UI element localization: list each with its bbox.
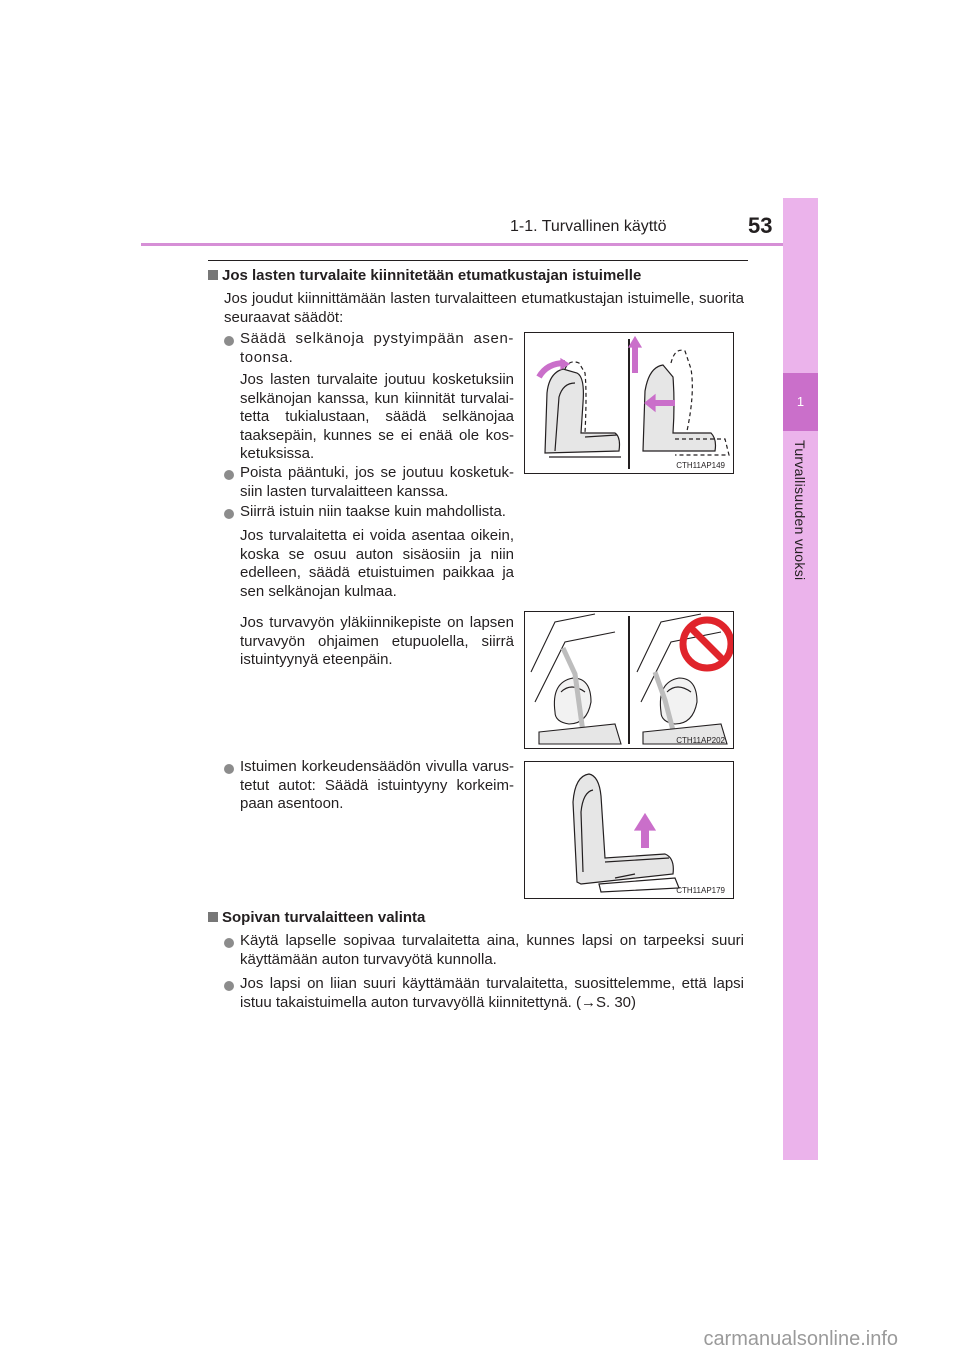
page-number: 53 bbox=[748, 213, 773, 238]
watermark: carmanualsonline.info bbox=[703, 1328, 898, 1350]
section1-heading bbox=[208, 267, 641, 284]
section2-bullet1: Käytä lapselle sopivaa turvalaitetta aina, kunnes lapsi on tarpeeksi suuri käyttämään auton turvavyötä kunnolla. bbox=[240, 932, 744, 968]
figure-seat-height bbox=[524, 761, 734, 899]
section-rule bbox=[208, 260, 748, 261]
bullet1-subtext: Jos lasten turvalaite joutuu kosketuksiin selkänojan kanssa, kun kiinnität turvalai-tetta tukialustaan, säädä selkänojaa taaksepäin, kunnes se ei enää ole kos-ketuksissa. bbox=[240, 371, 514, 462]
side-tab-number: 1 bbox=[783, 373, 818, 431]
bullet-dot-icon bbox=[224, 981, 234, 991]
section2-bullet2: Jos lapsi on liian suuri käyttämään turvalaitetta, suosittelemme, että lapsi istuu takaistuimella auton turvavyöllä kiinnitettynä. (→S. 30) bbox=[240, 975, 744, 1011]
bullet-dot-icon bbox=[224, 938, 234, 948]
figure-child-belt bbox=[524, 611, 734, 749]
square-bullet-icon bbox=[208, 270, 218, 280]
bullet-dot-icon bbox=[224, 470, 234, 480]
section-header: 1-1. Turvallinen käyttö bbox=[510, 218, 667, 235]
child-belt-illustration bbox=[525, 612, 733, 748]
bullet4-text: Istuimen korkeudensäädön vivulla varus-tetut autot: Säädä istuintyyny korkeim-paan asentoon. bbox=[240, 758, 514, 812]
bullet3-subtext-2: Jos turvavyön yläkiinnikepiste on lapsen turvavyön ohjaimen etupuolella, siirrä istuintyynyä eteenpäin. bbox=[240, 614, 514, 668]
figure-code: CTH11AP202 bbox=[676, 736, 725, 745]
bullet3-text: Siirrä istuin niin taakse kuin mahdollista. bbox=[240, 503, 506, 520]
bullet-dot-icon bbox=[224, 509, 234, 519]
side-tab-bar bbox=[783, 198, 818, 1160]
figure-seat-backrest bbox=[524, 332, 734, 474]
seat-height-illustration bbox=[525, 762, 733, 898]
section2-title: Sopivan turvalaitteen valinta bbox=[222, 909, 426, 926]
bullet3-subtext: Jos turvalaitetta ei voida asentaa oikein, koska se osuu auton sisäosiin ja niin edelleen, säädä etuistuimen paikkaa ja sen selkänojan kulmaa. bbox=[240, 527, 514, 600]
bullet-dot-icon bbox=[224, 336, 234, 346]
bullet1-text: Säädä selkänoja pystyimpään asen-toonsa. bbox=[240, 330, 514, 366]
section1-title: Jos lasten turvalaite kiinnitetään etumatkustajan istuimelle bbox=[222, 267, 642, 284]
bullet2-text: Poista pääntuki, jos se joutuu kosketuk-siin lasten turvalaitteen kanssa. bbox=[240, 464, 514, 500]
section2-heading bbox=[208, 909, 425, 926]
figure-code: CTH11AP179 bbox=[676, 886, 725, 895]
figure-code: CTH11AP149 bbox=[676, 461, 725, 470]
header-divider bbox=[141, 243, 789, 246]
bullet-dot-icon bbox=[224, 764, 234, 774]
seat-backrest-illustration bbox=[525, 333, 733, 473]
section1-intro: Jos joudut kiinnittämään lasten turvalaitteen etumatkustajan istuimelle, suorita seuraavat säädöt: bbox=[224, 290, 744, 326]
square-bullet-icon bbox=[208, 912, 218, 922]
side-tab-label: Turvallisuuden vuoksi bbox=[792, 440, 808, 581]
